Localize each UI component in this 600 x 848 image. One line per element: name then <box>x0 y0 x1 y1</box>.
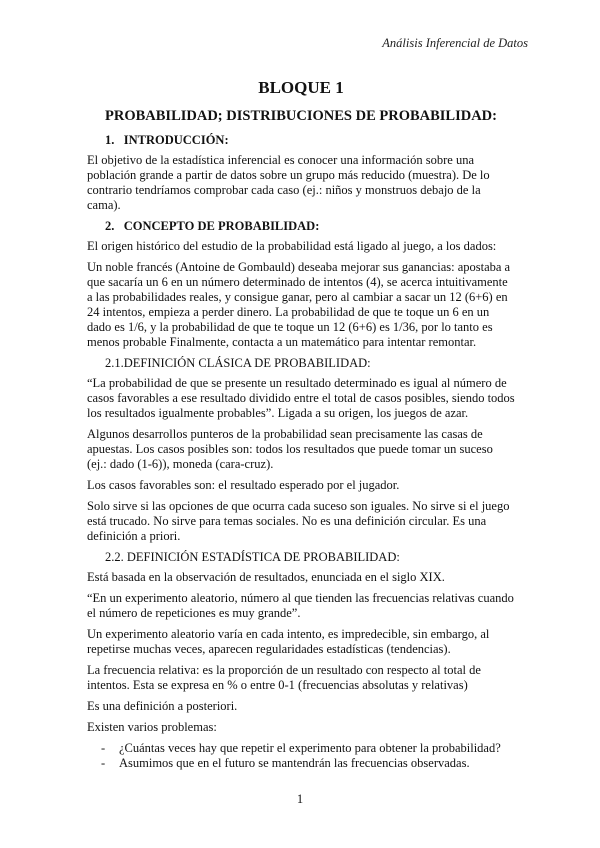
paragraph: Un experimento aleatorio varía en cada intento, es impredecible, sin embargo, al repetirse muchas veces, aparecen regularidades estadísticas (tendencias). <box>87 627 490 656</box>
subsection-heading-estadistica: 2.2. DEFINICIÓN ESTADÍSTICA DE PROBABILIDAD: <box>105 550 400 564</box>
paragraph: El origen histórico del estudio de la probabilidad está ligado al juego, a los dados: <box>87 239 497 253</box>
section-heading-concepto: 2. CONCEPTO DE PROBABILIDAD: <box>105 219 320 233</box>
paragraph: Es una definición a posteriori. <box>87 699 238 713</box>
paragraph: Existen varios problemas: <box>87 720 217 734</box>
list-item: - ¿Cuántas veces hay que repetir el experimento para obtener la probabilidad? <box>87 741 515 756</box>
paragraph: El objetivo de la estadística inferencial es conocer una información sobre una población grande a partir de datos sobre un grupo más reducido (muestra). De lo contrario tendríamos comprobar cada caso (ej.: niños y monstruos debajo de la cama). <box>87 153 490 212</box>
paragraph: Algunos desarrollos punteros de la probabilidad sean precisamente las casas de apuestas. Los casos posibles son: todos los resultados que puede tomar un suceso (ej.: dado (1-6)), moneda (cara-cruz). <box>87 427 493 471</box>
paragraph: Solo sirve si las opciones de que ocurra cada suceso son iguales. No sirve si el juego está trucado. No sirve para temas sociales. No es una definición circular. Es una definición a priori. <box>87 499 510 543</box>
document-subtitle: PROBABILIDAD; DISTRIBUCIONES DE PROBABILIDAD: <box>105 108 497 124</box>
document-title: BLOQUE 1 <box>258 78 344 97</box>
problems-list <box>87 741 515 771</box>
paragraph: Un noble francés (Antoine de Gombauld) deseaba mejorar sus ganancias: apostaba a que sacaría un 6 en un número determinado de intentos (4), se acerca intuitivamente a las probabilidades reales, y consigue ganar, pero al cambiar a sacar un 12 (6+6) en 24 intentos, empieza a perder dinero. La probabilidad de que te toque un 6 en un dado es 1/6, y la probabilidad de que te toque un 12 (6+6) es 1/36, por lo tanto es menos probable Finalmente, contacta a un matemático para intentar remontar. <box>87 260 511 349</box>
page-number: 1 <box>296 792 304 806</box>
running-header: Análisis Inferencial de Datos <box>382 36 528 50</box>
paragraph: Los casos favorables son: el resultado esperado por el jugador. <box>87 478 400 492</box>
list-item: - Asumimos que en el futuro se mantendrán las frecuencias observadas. <box>87 756 515 771</box>
subsection-heading-clasica: 2.1.DEFINICIÓN CLÁSICA DE PROBABILIDAD: <box>105 356 371 370</box>
paragraph: “En un experimento aleatorio, número al que tienden las frecuencias relativas cuando el número de repeticiones es muy grande”. <box>87 591 514 620</box>
paragraph: Está basada en la observación de resultados, enunciada en el siglo XIX. <box>87 570 445 584</box>
document-body <box>87 78 515 771</box>
paragraph: La frecuencia relativa: es la proporción de un resultado con respecto al total de intentos. Esta se expresa en % o entre 0-1 (frecuencias absolutas y relativas) <box>87 663 481 692</box>
paragraph: “La probabilidad de que se presente un resultado determinado es igual al número de casos favorables a ese resultado dividido entre el total de casos posibles, siendo todos los resultados igualmente probables”. Ligada a su origen, los juegos de azar. <box>87 376 515 420</box>
section-heading-introduccion: 1. INTRODUCCIÓN: <box>105 133 229 147</box>
